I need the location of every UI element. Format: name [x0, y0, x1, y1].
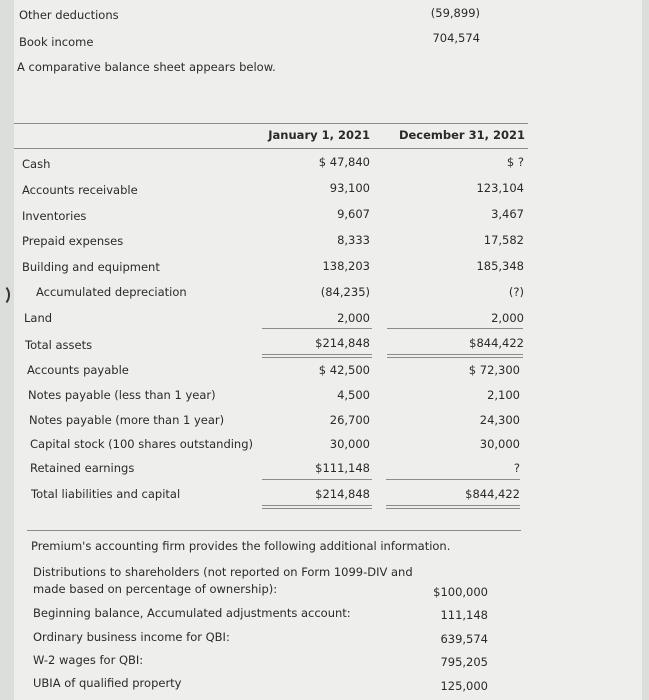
row-jan: $ 47,840 — [318, 155, 370, 169]
row-label: Inventories — [22, 209, 87, 223]
book-income-value: 704,574 — [432, 31, 480, 45]
row-dec: $ ? — [506, 155, 524, 169]
row-jan: 138,203 — [322, 259, 370, 273]
row-label: Notes payable (more than 1 year) — [29, 413, 225, 427]
row-jan: 9,607 — [337, 207, 370, 221]
row-dec: 3,467 — [491, 207, 524, 221]
row-label: Prepaid expenses — [22, 234, 124, 248]
row-label: Retained earnings — [30, 461, 135, 475]
table-top-rule — [14, 123, 528, 124]
row-jan: 4,500 — [337, 388, 370, 402]
row-label: Building and equipment — [22, 260, 160, 274]
row-dec: $844,422 — [469, 336, 524, 350]
other-deductions-label: Other deductions — [19, 8, 119, 22]
info-value: 639,574 — [440, 632, 488, 646]
row-label: Total assets — [25, 338, 93, 352]
info-value: 125,000 — [440, 679, 488, 693]
row-label: Notes payable (less than 1 year) — [28, 388, 216, 402]
additional-info-intro: Premium's accounting firm provides the following additional information. — [31, 539, 451, 553]
row-dec: 2,000 — [491, 311, 524, 325]
row-jan: $ 42,500 — [318, 363, 370, 377]
row-jan: $214,848 — [315, 487, 370, 501]
row-label: Capital stock (100 shares outstanding) — [30, 437, 254, 451]
row-dec: 17,582 — [483, 233, 524, 247]
row-jan: 93,100 — [329, 181, 370, 195]
subtotal-rule-dec — [387, 328, 523, 329]
row-dec: 2,100 — [487, 388, 520, 402]
row-dec: 30,000 — [479, 437, 520, 451]
section-rule — [27, 530, 521, 531]
info-label-line1: Distributions to shareholders (not reported on Form 1099-DIV and — [33, 565, 413, 579]
row-jan: $214,848 — [315, 336, 370, 350]
row-jan: 2,000 — [337, 311, 370, 325]
info-label-line2: made based on percentage of ownership): — [33, 582, 278, 596]
row-label: Accumulated depreciation — [36, 285, 187, 299]
row-dec: $844,422 — [465, 487, 520, 501]
info-label: W-2 wages for QBI: — [33, 653, 144, 667]
book-income-label: Book income — [19, 35, 94, 49]
row-dec: 185,348 — [476, 259, 524, 273]
info-value: 795,205 — [440, 655, 488, 669]
row-jan: $111,148 — [315, 461, 370, 475]
info-label: Beginning balance, Accumulated adjustments account: — [33, 606, 351, 620]
col-header-dec: December 31, 2021 — [398, 128, 525, 142]
row-dec: ? — [513, 461, 520, 475]
row-jan: 30,000 — [329, 437, 370, 451]
total-rule-dec — [386, 505, 520, 509]
row-dec: $ 72,300 — [468, 363, 520, 377]
total-rule-jan — [262, 505, 372, 509]
info-label: UBIA of qualified property — [33, 676, 182, 690]
total-rule-jan — [262, 354, 372, 358]
subtotal-rule-jan — [262, 328, 372, 329]
total-rule-dec — [387, 354, 523, 358]
row-label: Accounts payable — [27, 363, 129, 377]
row-label: Land — [24, 311, 53, 325]
row-jan: 8,333 — [337, 233, 370, 247]
info-value: 111,148 — [440, 608, 488, 622]
row-jan: (84,235) — [320, 285, 370, 299]
page-edge-mark — [0, 284, 10, 306]
intro-text: A comparative balance sheet appears below. — [17, 60, 276, 74]
row-dec: 24,300 — [479, 413, 520, 427]
col-header-jan: January 1, 2021 — [268, 128, 370, 142]
other-deductions-value: (59,899) — [430, 6, 480, 20]
row-label: Cash — [22, 157, 51, 171]
info-label: Ordinary business income for QBI: — [33, 630, 230, 644]
row-dec: 123,104 — [476, 181, 524, 195]
row-dec: (?) — [508, 285, 524, 299]
row-label: Accounts receivable — [22, 183, 138, 197]
info-value: $100,000 — [433, 585, 488, 599]
subtotal-rule-jan — [262, 479, 372, 480]
row-label: Total liabilities and capital — [31, 487, 181, 501]
row-jan: 26,700 — [329, 413, 370, 427]
subtotal-rule-dec — [386, 479, 520, 480]
header-rule — [14, 148, 528, 149]
